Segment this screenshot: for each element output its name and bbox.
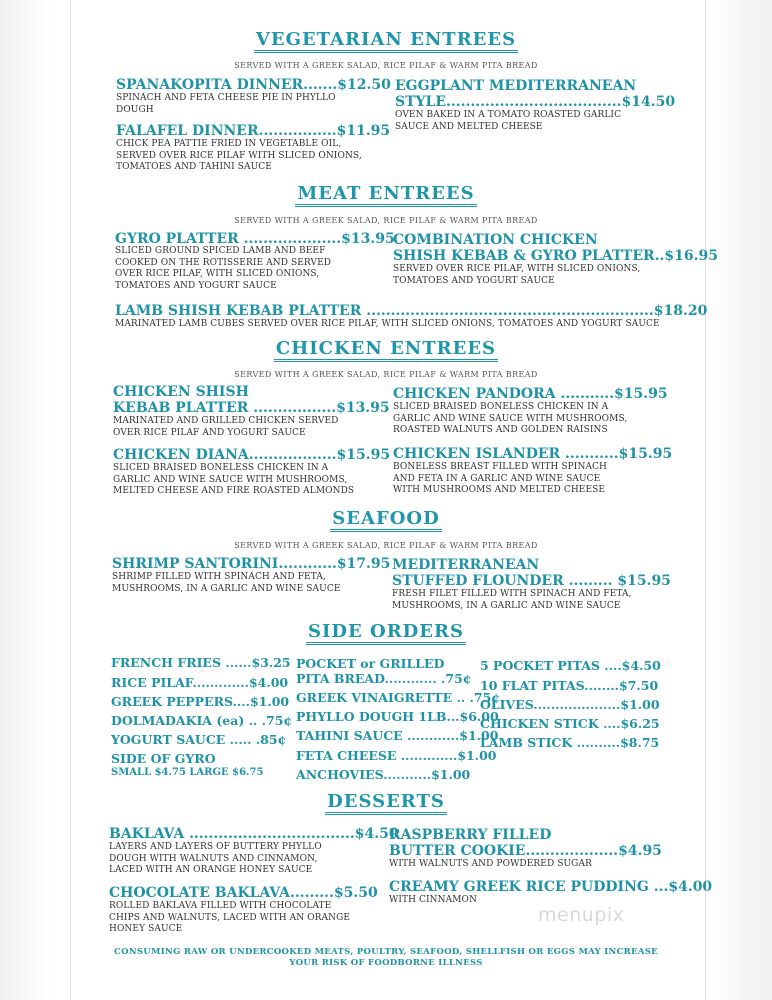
chocolate-baklava-item: CHOCOLATE BAKLAVA.........$5.50 <box>109 885 378 901</box>
side-feta-cheese: FETA CHEESE .............$1.00 <box>296 748 497 763</box>
scan-line-left <box>70 0 71 1000</box>
raspberry-cookie-desc: WITH WALNUTS AND POWDERED SUGAR <box>389 859 592 869</box>
raspberry-cookie-item: RASPBERRY FILLED BUTTER COOKIE...................$4.95 <box>389 827 662 859</box>
falafel-desc: CHICK PEA PATTIE FRIED IN VEGETABLE OIL, SERVED OVER RICE PILAF WITH SLICED ONIONS, TOMATOES AND TAHINI SAUCE <box>116 139 362 172</box>
chicken-pandora-item: CHICKEN PANDORA ...........$15.95 <box>393 386 668 402</box>
side-anchovies: ANCHOVIES...........$1.00 <box>296 767 471 782</box>
baklava-desc: LAYERS AND LAYERS OF BUTTERY PHYLLO DOUGH WITH WALNUTS AND CINNAMON, LACED WITH AN ORANGE HONEY SAUCE <box>109 842 322 875</box>
paper-edge-left <box>0 0 52 1000</box>
side-greek-peppers: GREEK PEPPERS....$1.00 <box>111 694 290 709</box>
gyro-item: GYRO PLATTER ....................$13.95 <box>115 231 395 247</box>
seafood-subtitle: SERVED WITH A GREEK SALAD, RICE PILAF & WARM PITA BREAD <box>234 541 538 550</box>
side-pita-bread: PITA BREAD............ .75¢ <box>296 671 472 686</box>
side-gyro-sizes: SMALL $4.75 LARGE $6.75 <box>111 767 264 778</box>
side-rice-pilaf: RICE PILAF.............$4.00 <box>111 675 289 690</box>
side-yogurt-sauce: YOGURT SAUCE ..... .85¢ <box>111 732 287 747</box>
meat-header: MEAT ENTREES <box>0 184 772 207</box>
chicken-pandora-desc: SLICED BRAISED BONELESS CHICKEN IN A GARLIC AND WINE SAUCE WITH MUSHROOMS, ROASTED WALNUTS AND GOLDEN RAISINS <box>393 402 628 435</box>
combo-item: COMBINATION CHICKEN SHISH KEBAB & GYRO PLATTER..$16.95 <box>393 232 718 264</box>
gyro-desc: SLICED GROUND SPICED LAMB AND BEEF COOKED ON THE ROTISSERIE AND SERVED OVER RICE PILAF, WITH SLICED ONIONS, TOMATOES AND YOGURT SAUCE <box>115 246 332 291</box>
side-gyro: SIDE OF GYRO <box>111 751 216 766</box>
stuffed-flounder-item: MEDITERRANEAN STUFFED FLOUNDER ......... $15.95 <box>392 557 671 589</box>
chicken-islander-item: CHICKEN ISLANDER ...........$15.95 <box>393 446 673 462</box>
stuffed-flounder-desc: FRESH FILET FILLED WITH SPINACH AND FETA, MUSHROOMS, IN A GARLIC AND WINE SAUCE <box>392 589 632 611</box>
chocolate-baklava-desc: ROLLED BAKLAVA FILLED WITH CHOCOLATE CHIPS AND WALNUTS, LACED WITH AN ORANGE HONEY SAUCE <box>109 901 351 934</box>
vegetarian-subtitle: SERVED WITH A GREEK SALAD, RICE PILAF & WARM PITA BREAD <box>234 61 538 70</box>
lamb-kebab-item: LAMB SHISH KEBAB PLATTER ...........................................................$18.20 <box>115 303 708 319</box>
rice-pudding-desc: WITH CINNAMON <box>389 895 477 905</box>
combo-desc: SERVED OVER RICE PILAF, WITH SLICED ONIONS, TOMATOES AND YOGURT SAUCE <box>393 264 641 286</box>
chicken-shish-desc: MARINATED AND GRILLED CHICKEN SERVED OVER RICE PILAF AND YOGURT SAUCE <box>113 416 339 438</box>
desserts-header: DESSERTS <box>0 792 772 815</box>
baklava-item: BAKLAVA ..................................$4.50 <box>109 826 399 842</box>
side-french-fries: FRENCH FRIES ......$3.25 <box>111 655 291 670</box>
side-olives: OLIVES....................$1.00 <box>480 697 660 712</box>
chicken-diana-item: CHICKEN DIANA..................$15.95 <box>113 447 391 463</box>
chicken-header: CHICKEN ENTREES <box>0 339 772 362</box>
meat-subtitle: SERVED WITH A GREEK SALAD, RICE PILAF & WARM PITA BREAD <box>234 216 538 225</box>
lamb-kebab-desc: MARINATED LAMB CUBES SERVED OVER RICE PILAF, WITH SLICED ONIONS, TOMATOES AND YOGURT SAUCE <box>115 319 660 329</box>
side-lamb-stick: LAMB STICK ..........$8.75 <box>480 735 660 750</box>
foodborne-warning: CONSUMING RAW OR UNDERCOOKED MEATS, POULTRY, SEAFOOD, SHELLFISH OR EGGS MAY INCREASE YOUR RISK OF FOODBORNE ILLNESS <box>114 947 658 968</box>
side-orders-header: SIDE ORDERS <box>0 622 772 645</box>
side-phyllo-dough: PHYLLO DOUGH 1LB...$6.00 <box>296 709 499 724</box>
chicken-diana-desc: SLICED BRAISED BONELESS CHICKEN IN A GARLIC AND WINE SAUCE WITH MUSHROOMS, MELTED CHEESE AND FIRE ROASTED ALMONDS <box>113 463 355 496</box>
side-chicken-stick: CHICKEN STICK ....$6.25 <box>480 716 660 731</box>
menupix-watermark: menupix <box>538 904 625 926</box>
chicken-islander-desc: BONELESS BREAST FILLED WITH SPINACH AND FETA IN A GARLIC AND WINE SAUCE WITH MUSHROOMS AND MELTED CHEESE <box>393 462 607 495</box>
eggplant-desc: OVEN BAKED IN A TOMATO ROASTED GARLIC SAUCE AND MELTED CHEESE <box>395 110 622 132</box>
shrimp-santorini-desc: SHRIMP FILLED WITH SPINACH AND FETA, MUSHROOMS, IN A GARLIC AND WINE SAUCE <box>112 572 341 594</box>
vegetarian-header: VEGETARIAN ENTREES <box>0 30 772 53</box>
side-greek-vinaigrette: GREEK VINAIGRETTE .. .75¢ <box>296 690 500 705</box>
side-tahini-sauce: TAHINI SAUCE ............$1.00 <box>296 728 499 743</box>
scan-line-right <box>705 0 706 1000</box>
side-5-pocket-pitas: 5 POCKET PITAS ....$4.50 <box>480 658 661 673</box>
falafel-item: FALAFEL DINNER................$11.95 <box>116 123 391 139</box>
spanakopita-desc: SPINACH AND FETA CHEESE PIE IN PHYLLO DOUGH <box>116 93 336 115</box>
side-dolmadakia: DOLMADAKIA (ea) .. .75¢ <box>111 713 293 728</box>
rice-pudding-item: CREAMY GREEK RICE PUDDING ...$4.00 <box>389 879 713 895</box>
side-10-flat-pitas: 10 FLAT PITAS........$7.50 <box>480 678 659 693</box>
shrimp-santorini-item: SHRIMP SANTORINI............$17.95 <box>112 556 391 572</box>
paper-edge-right <box>704 0 772 1000</box>
side-pocket-or-grilled: POCKET or GRILLED <box>296 656 445 671</box>
eggplant-item: EGGPLANT MEDITERRANEAN STYLE....................................$14.50 <box>395 78 676 110</box>
chicken-subtitle: SERVED WITH A GREEK SALAD, RICE PILAF & WARM PITA BREAD <box>234 370 538 379</box>
seafood-header: SEAFOOD <box>0 509 772 532</box>
chicken-shish-item: CHICKEN SHISH KEBAB PLATTER .................$13.95 <box>113 384 390 416</box>
spanakopita-item: SPANAKOPITA DINNER.......$12.50 <box>116 77 391 93</box>
